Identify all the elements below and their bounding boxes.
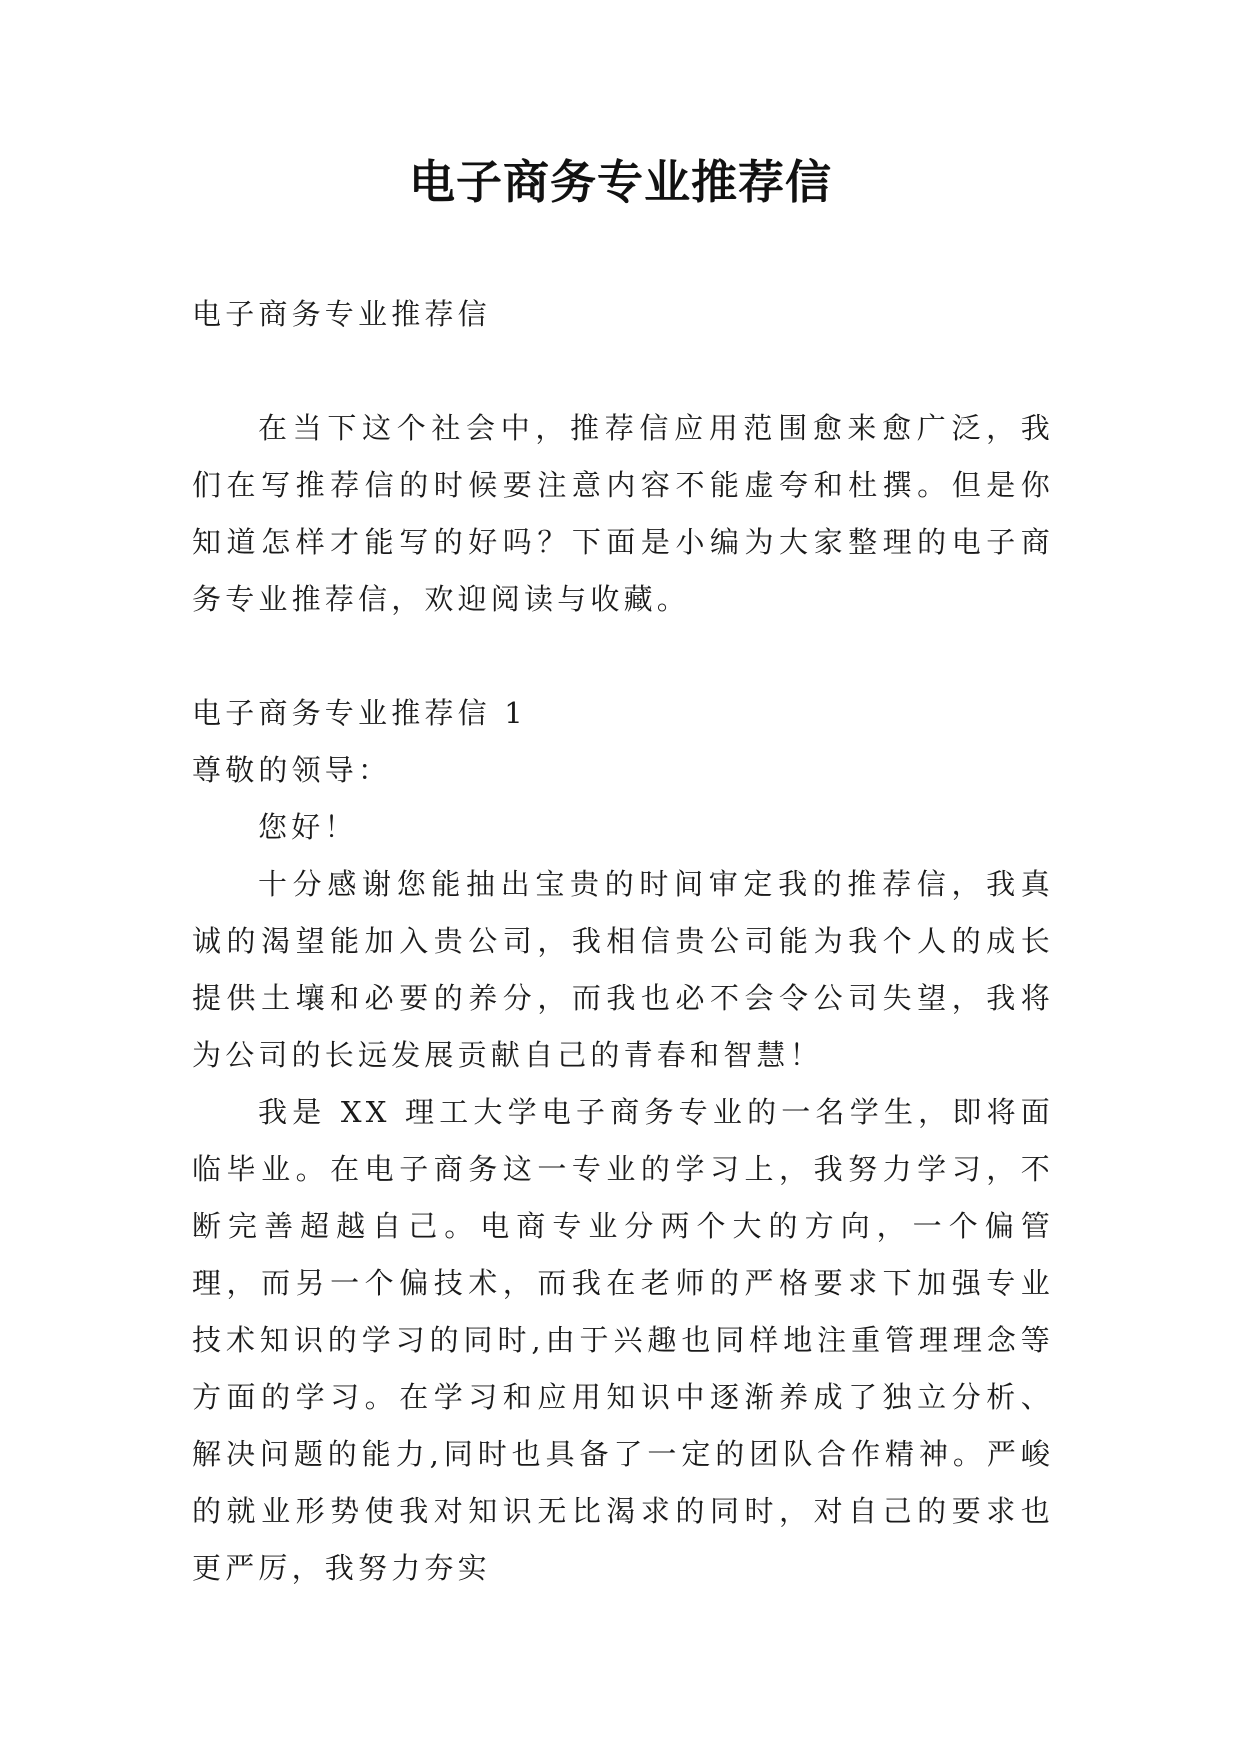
letter-salutation: 尊敬的领导： [192,753,392,787]
document-title: 电子商务专业推荐信 [409,155,832,209]
letter-paragraph: 我是 XX 理工大学电子商务专业的一名学生，即将面临毕业。在电子商务这一专业的学习上，我努力学习，不断完善超越自己。电商专业分两个大的方向，一个偏管理，而另一个偏技术，而我在老师的严格要求下加强专业技术知识的学习的同时,由于兴趣也同样地注重管理理念等方面的学习。在学习和应用知识中逐渐养成了独立分析、解决问题的能力,同时也具备了一定的团队合作精神。严峻的就业形势使我对知识无比渴求的同时，对自己的要求也更严厉，我努力夯实 [192,1095,1054,1585]
letter-paragraph: 十分感谢您能抽出宝贵的时间审定我的推荐信，我真诚的渴望能加入贵公司，我相信贵公司能为我个人的成长提供土壤和必要的养分，而我也必不会令公司失望，我将为公司的长远发展贡献自己的青春和智慧！ [192,867,1054,1072]
intro-paragraph: 在当下这个社会中，推荐信应用范围愈来愈广泛，我们在写推荐信的时候要注意内容不能虚夸和杜撰。但是你知道怎样才能写的好吗？下面是小编为大家整理的电子商务专业推荐信，欢迎阅读与收藏。 [192,411,1054,616]
letter-greeting: 您好！ [258,810,358,844]
document-subtitle: 电子商务专业推荐信 [192,297,491,331]
letter-heading: 电子商务专业推荐信 1 [192,696,527,730]
document-body [192,286,1054,1597]
